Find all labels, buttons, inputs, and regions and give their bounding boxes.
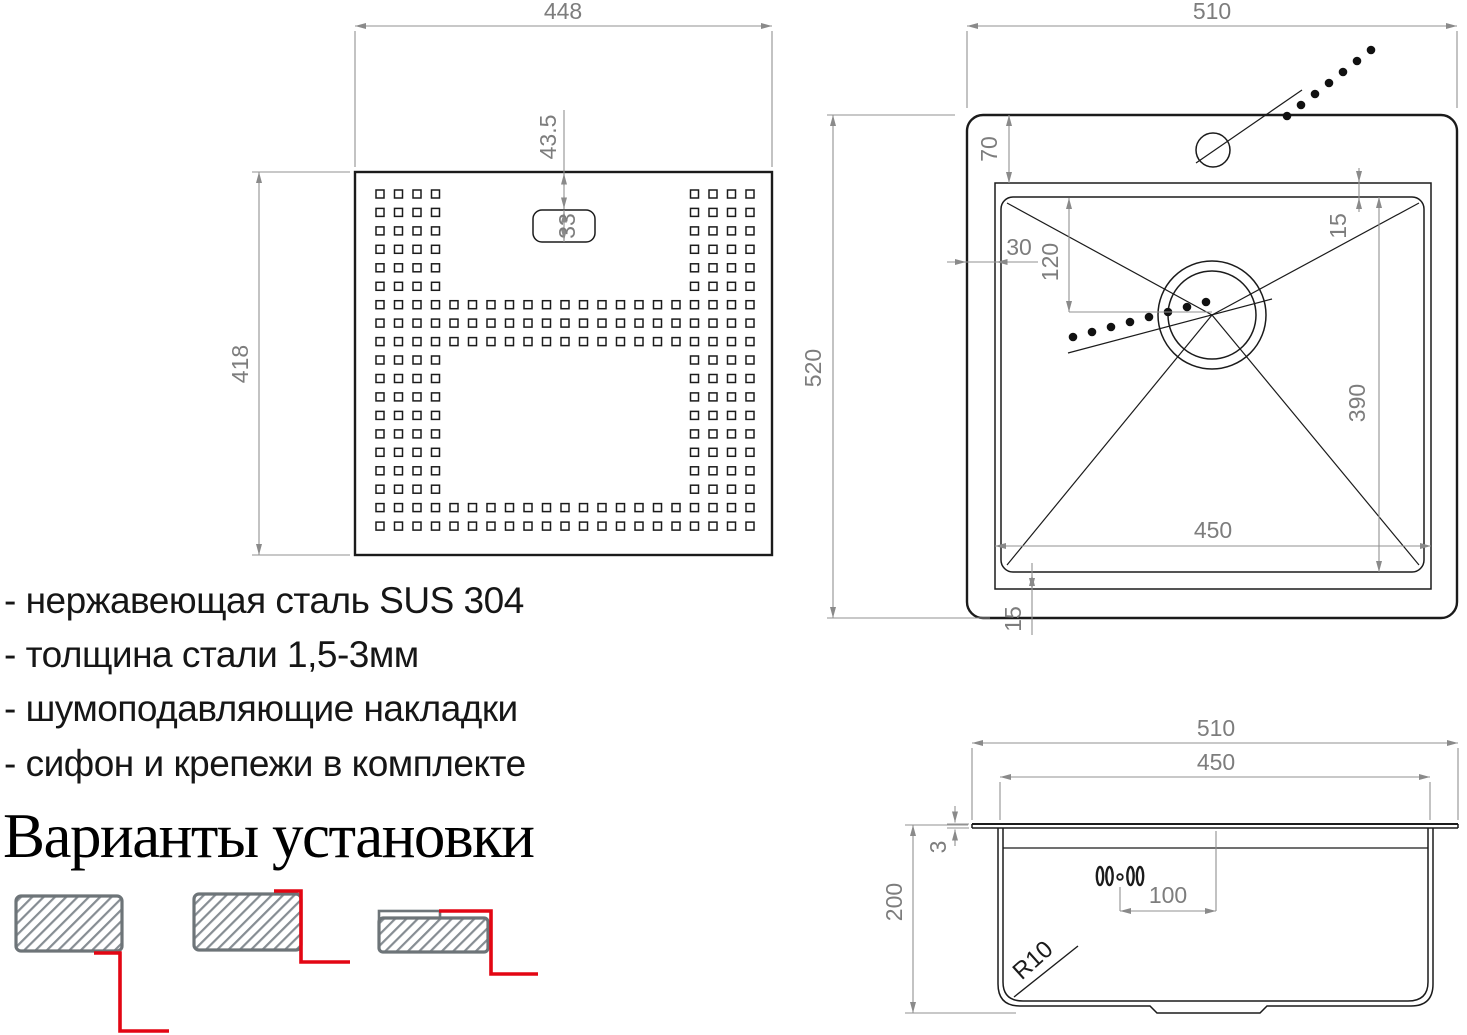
dim-side-margin: 30 bbox=[1006, 234, 1032, 260]
perforation-square bbox=[506, 504, 514, 512]
perforation-square bbox=[395, 356, 403, 364]
perforation-square bbox=[413, 208, 421, 216]
perforation-square bbox=[746, 430, 754, 438]
perforation-square bbox=[506, 338, 514, 346]
perforation-square bbox=[432, 522, 440, 530]
perforation-square bbox=[413, 282, 421, 290]
spray-trail-faucet bbox=[1196, 46, 1375, 163]
perforation-square bbox=[432, 245, 440, 253]
perforation-square bbox=[635, 522, 643, 530]
perforation-square bbox=[395, 338, 403, 346]
perforation-square bbox=[728, 504, 736, 512]
perforation-square bbox=[413, 504, 421, 512]
perforation-square bbox=[728, 190, 736, 198]
dim-drain-from-top: 120 bbox=[1037, 242, 1063, 282]
perforation-square bbox=[543, 319, 551, 327]
perforation-square bbox=[580, 504, 588, 512]
perforation-square bbox=[413, 319, 421, 327]
perforation-square bbox=[691, 375, 699, 383]
perforation-square bbox=[728, 467, 736, 475]
perforation-square bbox=[450, 319, 458, 327]
perforation-square bbox=[654, 319, 662, 327]
perforation-square bbox=[376, 356, 384, 364]
perforation-square bbox=[487, 301, 495, 309]
note-thickness: - толщина стали 1,5-3мм bbox=[4, 634, 419, 675]
perforation-square bbox=[432, 338, 440, 346]
perforation-square bbox=[395, 411, 403, 419]
perforation-square bbox=[580, 338, 588, 346]
perforation-square bbox=[376, 319, 384, 327]
perforation-square bbox=[728, 393, 736, 401]
perforation-square bbox=[376, 522, 384, 530]
perforation-square bbox=[728, 338, 736, 346]
perforation-square bbox=[432, 227, 440, 235]
perforation-square bbox=[376, 264, 384, 272]
dim-bottom-width: 448 bbox=[543, 0, 583, 24]
perforation-square bbox=[469, 319, 477, 327]
perforation-square bbox=[395, 264, 403, 272]
perforation-square bbox=[395, 430, 403, 438]
perforation-square bbox=[376, 208, 384, 216]
perforation-square bbox=[580, 522, 588, 530]
perforation-square bbox=[654, 504, 662, 512]
perforation-square bbox=[709, 190, 717, 198]
perforation-square bbox=[709, 356, 717, 364]
perforation-square bbox=[709, 504, 717, 512]
perforation-square bbox=[432, 319, 440, 327]
perforation-square bbox=[728, 245, 736, 253]
perforation-square bbox=[598, 319, 606, 327]
perforation-square bbox=[413, 411, 421, 419]
perforation-square bbox=[709, 448, 717, 456]
perforation-square bbox=[395, 522, 403, 530]
perforation-square bbox=[487, 319, 495, 327]
perforation-square bbox=[746, 208, 754, 216]
perforation-square bbox=[709, 282, 717, 290]
perforation-square bbox=[709, 467, 717, 475]
perforation-square bbox=[746, 356, 754, 364]
perforation-square bbox=[672, 319, 680, 327]
perforation-square bbox=[413, 522, 421, 530]
perforation-square bbox=[506, 301, 514, 309]
perforation-square bbox=[413, 485, 421, 493]
perforation-square bbox=[432, 264, 440, 272]
perforation-square bbox=[728, 356, 736, 364]
perforation-square bbox=[487, 504, 495, 512]
perforation-square bbox=[709, 338, 717, 346]
perforation-square bbox=[487, 338, 495, 346]
perforation-square bbox=[728, 411, 736, 419]
perforation-square bbox=[691, 448, 699, 456]
perforation-square bbox=[413, 467, 421, 475]
perforation-square bbox=[746, 264, 754, 272]
perforation-square bbox=[395, 448, 403, 456]
perforation-square bbox=[728, 319, 736, 327]
perforation-square bbox=[432, 467, 440, 475]
perforation-square bbox=[709, 319, 717, 327]
perforation-square bbox=[395, 301, 403, 309]
perforation-square bbox=[709, 301, 717, 309]
perforation-square bbox=[598, 301, 606, 309]
install-variant-overmount bbox=[194, 891, 350, 962]
perforation-square bbox=[506, 319, 514, 327]
perforation-square bbox=[413, 227, 421, 235]
perforation-square bbox=[524, 319, 532, 327]
perforation-square bbox=[635, 319, 643, 327]
perforation-square bbox=[413, 448, 421, 456]
perforation-square bbox=[376, 190, 384, 198]
perforation-square bbox=[524, 522, 532, 530]
perforation-square bbox=[376, 338, 384, 346]
dim-top-width: 510 bbox=[1192, 0, 1232, 24]
perforation-square bbox=[728, 208, 736, 216]
perforation-square bbox=[728, 430, 736, 438]
note-soundproofing: - шумоподавляющие накладки bbox=[4, 688, 518, 729]
perforation-square bbox=[709, 227, 717, 235]
perforation-square bbox=[672, 338, 680, 346]
install-variant-flush bbox=[379, 911, 538, 974]
perforation-grid bbox=[376, 190, 754, 530]
perforation-square bbox=[450, 301, 458, 309]
top-view bbox=[800, 0, 1457, 635]
perforation-square bbox=[395, 190, 403, 198]
perforation-square bbox=[746, 467, 754, 475]
perforation-square bbox=[376, 448, 384, 456]
perforation-square bbox=[450, 504, 458, 512]
perforation-square bbox=[691, 301, 699, 309]
perforation-square bbox=[691, 319, 699, 327]
perforation-square bbox=[432, 282, 440, 290]
perforation-square bbox=[432, 393, 440, 401]
perforation-square bbox=[395, 393, 403, 401]
perforation-square bbox=[450, 338, 458, 346]
section-view bbox=[881, 715, 1458, 1013]
faucet-hole bbox=[1196, 133, 1230, 167]
perforation-square bbox=[746, 522, 754, 530]
perforation-square bbox=[543, 301, 551, 309]
perforation-square bbox=[691, 393, 699, 401]
perforation-square bbox=[691, 467, 699, 475]
dim-faucet-offset: 100 bbox=[1148, 882, 1188, 908]
perforation-square bbox=[395, 375, 403, 383]
perforation-square bbox=[691, 430, 699, 438]
perforation-square bbox=[376, 375, 384, 383]
perforation-square bbox=[432, 208, 440, 216]
perforation-square bbox=[635, 301, 643, 309]
note-included: - сифон и крепежи в комплекте bbox=[4, 743, 526, 784]
perforation-square bbox=[654, 301, 662, 309]
perforation-square bbox=[469, 504, 477, 512]
perforation-square bbox=[598, 522, 606, 530]
perforation-square bbox=[635, 338, 643, 346]
perforation-square bbox=[746, 448, 754, 456]
dim-section-bowl-width: 450 bbox=[1196, 749, 1236, 775]
faucet-slot-group bbox=[1097, 867, 1143, 885]
dim-deck-depth: 70 bbox=[976, 136, 1002, 162]
perforation-square bbox=[691, 208, 699, 216]
perforation-square bbox=[543, 338, 551, 346]
perforation-square bbox=[654, 522, 662, 530]
perforation-square bbox=[561, 301, 569, 309]
dim-drain-width: 33 bbox=[554, 213, 580, 239]
sink-rim-profile-red bbox=[94, 953, 169, 1031]
perforation-square bbox=[432, 301, 440, 309]
perforation-square bbox=[728, 227, 736, 235]
perforation-square bbox=[395, 319, 403, 327]
perforation-square bbox=[709, 485, 717, 493]
perforation-square bbox=[709, 411, 717, 419]
dim-top-height: 520 bbox=[800, 348, 826, 388]
dim-bowl-width: 450 bbox=[1193, 517, 1233, 543]
perforation-square bbox=[561, 504, 569, 512]
perforation-square bbox=[746, 393, 754, 401]
perforation-square bbox=[635, 504, 643, 512]
perforation-square bbox=[450, 522, 458, 530]
perforation-square bbox=[709, 522, 717, 530]
perforation-square bbox=[413, 430, 421, 438]
perforation-square bbox=[709, 264, 717, 272]
perforation-square bbox=[376, 504, 384, 512]
perforation-square bbox=[487, 522, 495, 530]
perforation-square bbox=[709, 393, 717, 401]
perforation-square bbox=[654, 338, 662, 346]
perforation-square bbox=[691, 245, 699, 253]
perforation-square bbox=[746, 227, 754, 235]
perforation-square bbox=[376, 467, 384, 475]
perforation-square bbox=[376, 282, 384, 290]
perforation-square bbox=[691, 338, 699, 346]
perforation-square bbox=[543, 504, 551, 512]
perforation-square bbox=[672, 504, 680, 512]
perforation-square bbox=[413, 245, 421, 253]
perforation-square bbox=[432, 411, 440, 419]
perforation-square bbox=[728, 485, 736, 493]
perforation-square bbox=[691, 356, 699, 364]
perforation-square bbox=[691, 227, 699, 235]
dim-section-width: 510 bbox=[1196, 715, 1236, 741]
perforation-square bbox=[691, 522, 699, 530]
perforation-square bbox=[746, 190, 754, 198]
perforation-square bbox=[376, 245, 384, 253]
bottom-view bbox=[227, 0, 772, 555]
perforation-square bbox=[617, 522, 625, 530]
perforation-square bbox=[432, 190, 440, 198]
perforation-square bbox=[617, 319, 625, 327]
perforation-square bbox=[413, 393, 421, 401]
install-variant-undermount bbox=[16, 896, 169, 1031]
perforation-square bbox=[469, 338, 477, 346]
perforation-square bbox=[728, 264, 736, 272]
perforation-square bbox=[746, 319, 754, 327]
perforation-square bbox=[580, 319, 588, 327]
perforation-square bbox=[395, 504, 403, 512]
perforation-square bbox=[746, 301, 754, 309]
perforation-square bbox=[691, 264, 699, 272]
perforation-square bbox=[432, 485, 440, 493]
perforation-square bbox=[543, 522, 551, 530]
perforation-square bbox=[524, 301, 532, 309]
dim-rim-gap-bottom: 15 bbox=[1000, 606, 1026, 632]
perforation-square bbox=[413, 338, 421, 346]
dim-bottom-height: 418 bbox=[227, 344, 253, 384]
perforation-square bbox=[746, 338, 754, 346]
perforation-square bbox=[709, 375, 717, 383]
perforation-square bbox=[413, 264, 421, 272]
perforation-square bbox=[376, 301, 384, 309]
perforation-square bbox=[709, 430, 717, 438]
perforation-square bbox=[432, 448, 440, 456]
perforation-square bbox=[469, 522, 477, 530]
perforation-square bbox=[432, 504, 440, 512]
perforation-square bbox=[432, 356, 440, 364]
perforation-square bbox=[413, 356, 421, 364]
perforation-square bbox=[432, 375, 440, 383]
dim-rim-gap-top: 15 bbox=[1325, 213, 1351, 239]
perforation-square bbox=[413, 375, 421, 383]
dim-depth: 200 bbox=[881, 882, 907, 922]
perforation-square bbox=[728, 282, 736, 290]
perforation-square bbox=[524, 338, 532, 346]
perforation-square bbox=[672, 301, 680, 309]
perforation-square bbox=[617, 504, 625, 512]
perforation-square bbox=[728, 375, 736, 383]
installation-variants bbox=[16, 891, 538, 1031]
perforation-square bbox=[413, 301, 421, 309]
perforation-square bbox=[432, 430, 440, 438]
note-material: - нержавеющая сталь SUS 304 bbox=[4, 580, 524, 621]
perforation-square bbox=[709, 208, 717, 216]
perforation-square bbox=[376, 393, 384, 401]
perforation-square bbox=[376, 411, 384, 419]
perforation-square bbox=[746, 375, 754, 383]
perforation-square bbox=[746, 411, 754, 419]
perforation-square bbox=[728, 448, 736, 456]
perforation-square bbox=[395, 282, 403, 290]
perforation-square bbox=[413, 190, 421, 198]
perforation-square bbox=[506, 522, 514, 530]
perforation-square bbox=[728, 522, 736, 530]
perforation-square bbox=[672, 522, 680, 530]
perforation-square bbox=[395, 227, 403, 235]
perforation-square bbox=[598, 338, 606, 346]
perforation-square bbox=[376, 430, 384, 438]
perforation-square bbox=[691, 485, 699, 493]
perforation-square bbox=[617, 301, 625, 309]
perforation-square bbox=[395, 467, 403, 475]
perforation-square bbox=[691, 411, 699, 419]
perforation-square bbox=[746, 485, 754, 493]
dim-bowl-height: 390 bbox=[1344, 383, 1370, 423]
perforation-square bbox=[395, 485, 403, 493]
perforation-square bbox=[561, 522, 569, 530]
perforation-square bbox=[746, 245, 754, 253]
perforation-square bbox=[561, 319, 569, 327]
perforation-square bbox=[561, 338, 569, 346]
perforation-square bbox=[580, 301, 588, 309]
perforation-square bbox=[395, 208, 403, 216]
perforation-square bbox=[746, 504, 754, 512]
perforation-square bbox=[691, 190, 699, 198]
perforation-square bbox=[598, 504, 606, 512]
perforation-square bbox=[524, 504, 532, 512]
perforation-square bbox=[617, 338, 625, 346]
perforation-square bbox=[691, 504, 699, 512]
perforation-square bbox=[728, 301, 736, 309]
dim-steel-thickness: 3 bbox=[925, 840, 951, 854]
perforation-square bbox=[395, 245, 403, 253]
perforation-square bbox=[709, 245, 717, 253]
perforation-square bbox=[746, 282, 754, 290]
perforation-square bbox=[469, 301, 477, 309]
installation-heading: Варианты установки bbox=[3, 801, 534, 871]
perforation-square bbox=[376, 485, 384, 493]
perforation-square bbox=[691, 282, 699, 290]
dim-corner-radius: R10 bbox=[1007, 935, 1059, 986]
perforation-square bbox=[376, 227, 384, 235]
dim-drain-offset: 43.5 bbox=[535, 114, 561, 160]
